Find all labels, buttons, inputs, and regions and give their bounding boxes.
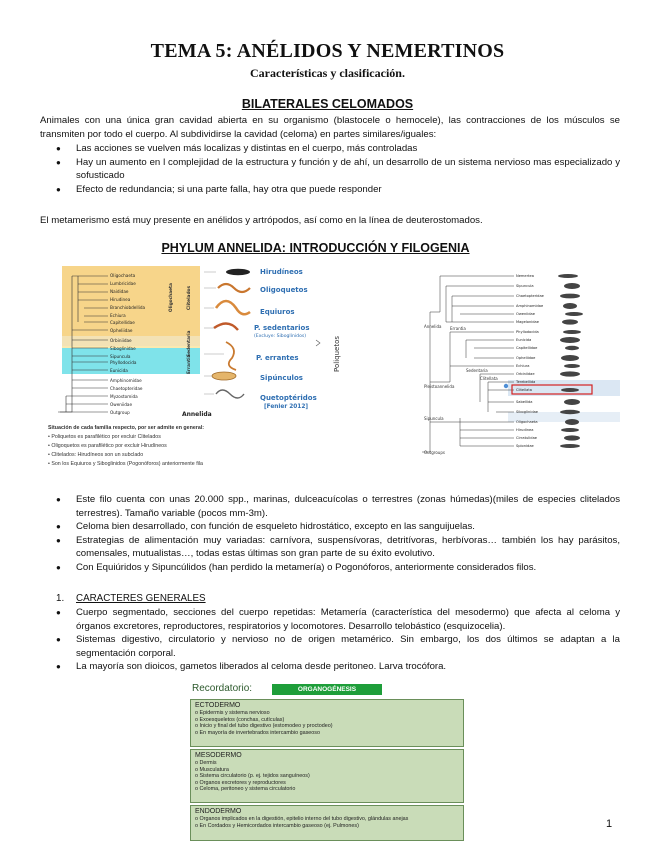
right-leaf: Chaetopteridae — [516, 294, 544, 298]
right-leaf: Eunicida — [516, 338, 532, 342]
left-leaf: Capitellidae — [110, 320, 135, 325]
taxon-label: Quetoptéridos — [260, 394, 317, 402]
right-leaf: Nemertea — [516, 274, 534, 278]
left-leaf: Amphinomidae — [110, 378, 142, 383]
phylogeny-figure — [40, 262, 620, 480]
left-leaf: Branchiobdellida — [110, 305, 146, 310]
right-leaf: Terebellida — [516, 380, 536, 384]
list-item: ● Celoma bien desarrollado, con función de esqueleto hidrostático, excepto en las sanguijuelas. — [40, 520, 620, 534]
right-leaf: Opheliidae — [516, 356, 536, 360]
left-leaf: Echiura — [110, 313, 126, 318]
note-line: • Clitelados: Hirudíneos son un subclado — [48, 452, 144, 458]
block-item: o Musculatura — [195, 767, 459, 774]
taxon-label: Sipúnculos — [260, 374, 303, 382]
tree-node-label: Sipuncula — [424, 416, 444, 421]
section-heading-annelida: PHYLUM ANNELIDA: INTRODUCCIÓN Y FILOGENIA — [161, 241, 470, 255]
list-item: ● Cuerpo segmentado, secciones del cuerpo repetidas: Metamería (característica del mesodermo) que afecta al celoma y órganos excretores, reproductores, respiratorios y locomotores. Desarrollo telobástico (esquizocelia). — [40, 606, 620, 633]
section-title: CARACTERES GENERALES — [76, 593, 206, 604]
right-leaf: Echiura — [516, 364, 530, 368]
annelida-bullet-list — [40, 493, 620, 575]
left-leaf: Opheliidae — [110, 328, 133, 333]
block-item: o Inicio y final del tubo digestivo (estomodeo y proctodeo) — [195, 723, 459, 730]
block-item: o En mayoría de invertebrados intercambio gaseoso — [195, 730, 459, 737]
clade-label: Errantia — [187, 354, 192, 374]
block-item: o Dermis — [195, 760, 459, 767]
left-leaf: Orbiniidae — [110, 338, 132, 343]
taxon-label: Equiuros — [260, 308, 295, 316]
block-title: MESODERMO — [195, 752, 242, 759]
list-item: ● Este filo cuenta con unas 20.000 spp., marinas, dulceacuícolas o terrestres (zonas húmedas)(miles de especies clitelados terrestres). Tamaño variable (pocos mm-3m). — [40, 493, 620, 520]
taxon-note: (Excluye: Siboglínidos) — [254, 334, 307, 339]
reminder-badge: ORGANOGÉNESIS — [272, 684, 382, 695]
block-item: o Celoma, peritoneo y sistema circulatorio — [195, 786, 459, 793]
block-item: o Exoesqueletos (conchas, cutículas) — [195, 717, 459, 724]
block-title: ECTODERMO — [195, 702, 241, 709]
clade-label: Sedentaria — [187, 330, 192, 357]
reminder-header — [190, 683, 464, 697]
page-number: 1 — [606, 818, 613, 830]
ectodermo-block — [190, 699, 464, 747]
section-heading-bilaterales: BILATERALES CELOMADOS — [241, 97, 414, 111]
tree-node-label: Sedentaria — [466, 368, 488, 373]
document-title: TEMA 5: ANÉLIDOS Y NEMERTINOS — [150, 40, 505, 62]
list-item: ● Efecto de redundancia; si una parte falla, hay otra que puede responder — [40, 183, 620, 197]
right-leaf: Orbiniidae — [516, 372, 535, 376]
left-leaf: Phyllodocida — [110, 360, 137, 365]
annelida-cladogram — [48, 262, 378, 420]
left-leaf: Lumbricidae — [110, 281, 136, 286]
block-item: o Órganos excretores y reproductores — [195, 780, 459, 787]
taxon-label: P. errantes — [256, 354, 299, 362]
taxon-label: Hirudíneos — [260, 268, 303, 276]
endodermo-block — [190, 805, 464, 841]
intro-paragraph: Animales con una única gran cavidad abierta en su organismo (blastocele o hemocele), las contracciones de los músculos se transmiten por todo el cuerpo. Al subdividirse la cavidad (celoma) en partes similares/iguales: — [40, 115, 620, 140]
right-leaf: Hirudinea — [516, 428, 534, 432]
leech-icon — [226, 269, 250, 275]
tree-node-label: Pleistoannelida — [424, 384, 455, 389]
figure-notes — [48, 424, 378, 469]
taxon-label: P. sedentarios — [254, 324, 310, 332]
block-item: o En Cordados y Hemicordados intercambio gaseoso (ej. Pulmones) — [195, 823, 459, 830]
node-marker — [504, 384, 508, 388]
clade-label: Clitelados — [187, 285, 192, 310]
left-leaf: Naididae — [110, 289, 129, 294]
left-leaf: Chaetopteridae — [110, 386, 143, 391]
taxon-label: Oligoquetos — [260, 286, 308, 294]
caracteres-bullet-list — [40, 606, 620, 674]
block-item: o Órganos implicados en la digestión, epitelio interno del tubo digestivo, glándulas anejas — [195, 816, 459, 823]
list-item: ● Las acciones se vuelven más localizas y distintas en el cuerpo, más controladas — [40, 142, 620, 156]
left-leaf: Myzostomida — [110, 394, 138, 399]
list-item: ● Hay un aumento en l complejidad de la estructura y función y de ahí, un desarrollo de un sistema nervioso mas especializado y sofusticado — [40, 156, 620, 183]
section-number: 1. — [56, 593, 65, 604]
right-leaf: Phyllodocida — [516, 330, 539, 334]
tree-node-label: Outgroups — [424, 450, 445, 455]
left-leaf: Outgroup — [110, 410, 130, 415]
metamerismo-paragraph: El metamerismo está muy presente en anélidos y artrópodos, así como en la línea de deuterostomados. — [40, 215, 483, 226]
note-line: • Son los Equiuros y Siboglinidos (Pogonóforos) anteriormente fila — [48, 461, 203, 467]
block-item: o Epidermis y sistema nervioso — [195, 710, 459, 717]
right-leaf: Sabellida — [516, 400, 533, 404]
right-leaf: Cirratulidae — [516, 436, 537, 440]
left-leaf: Hirudinea — [110, 297, 131, 302]
section-heading-caracteres — [40, 592, 206, 605]
left-leaf: Oweniidae — [110, 402, 133, 407]
citation-label: [Fenier 2012] — [264, 404, 309, 410]
tree-node-label: Errantia — [450, 326, 466, 331]
bilaterales-bullet-list — [40, 142, 620, 196]
list-item: ● La mayoría son dioicos, gametos liberados al celoma desde peritoneo. Larva trocófora. — [40, 660, 620, 674]
left-leaf: Oligochaeta — [110, 273, 136, 278]
organogenesis-reminder — [190, 683, 464, 843]
right-leaf: Siboglinidae — [516, 410, 539, 414]
left-leaf: Sipuncula — [110, 354, 131, 359]
left-leaf: Eunicida — [110, 368, 128, 373]
note-line: • Oligoquetos es parafilético por excluir Hirudíneos — [48, 443, 167, 449]
clade-label: Oligochaeta — [169, 283, 174, 312]
right-leaf: Clitellata — [516, 388, 532, 392]
right-leaf: Capitellidae — [516, 346, 538, 350]
list-item: ● Sistemas digestivo, circulatorio y nervioso no de origen metamérico. Sin embargo, los dos últimos se adaptan a la segmentación corporal. — [40, 633, 620, 660]
tree-node-label: Clitellata — [480, 376, 498, 381]
tree-node-label: Annelida — [424, 324, 442, 329]
right-leaf: Amphinomidae — [516, 304, 544, 308]
left-leaf: Siboglinidae — [110, 346, 136, 351]
sipunculan-icon — [212, 372, 236, 380]
document-subtitle: Características y clasificación. — [250, 66, 405, 80]
list-item: ● Estrategias de alimentación muy variadas: carnívora, suspensívoras, detritívoras, herbívoras… también los hay parásitos, comensales, mutualistas…, todas estas últimas son gran parte de su éxito evolutivo. — [40, 534, 620, 561]
notes-title: Situación de cada familia respecto, por ser admite en general: — [48, 425, 205, 431]
block-item: o Sistema circulatorio (p. ej. tejidos sanguíneos) — [195, 773, 459, 780]
list-item: ● Con Equiúridos y Sipuncúlidos (han perdido la metamería) o Pogonóforos, anteriormente considerados filos. — [40, 561, 620, 575]
note-line: • Poliquetos es parafilético por excluir Clitelados — [48, 434, 161, 440]
right-leaf: Sipuncula — [516, 284, 534, 288]
poliquetos-side-label: Poliquetos — [333, 335, 341, 372]
right-leaf: Oligochaeta — [516, 420, 538, 424]
right-leaf: Oweniidae — [516, 312, 535, 316]
tree-caption: Annelida — [182, 411, 212, 418]
block-title: ENDODERMO — [195, 808, 242, 815]
right-leaf: Magelonidae — [516, 320, 539, 324]
reminder-label: Recordatorio: — [192, 683, 253, 694]
right-leaf: Spionidae — [516, 444, 534, 448]
metazoa-phylogeny-tree — [420, 262, 620, 462]
mesodermo-block — [190, 749, 464, 803]
